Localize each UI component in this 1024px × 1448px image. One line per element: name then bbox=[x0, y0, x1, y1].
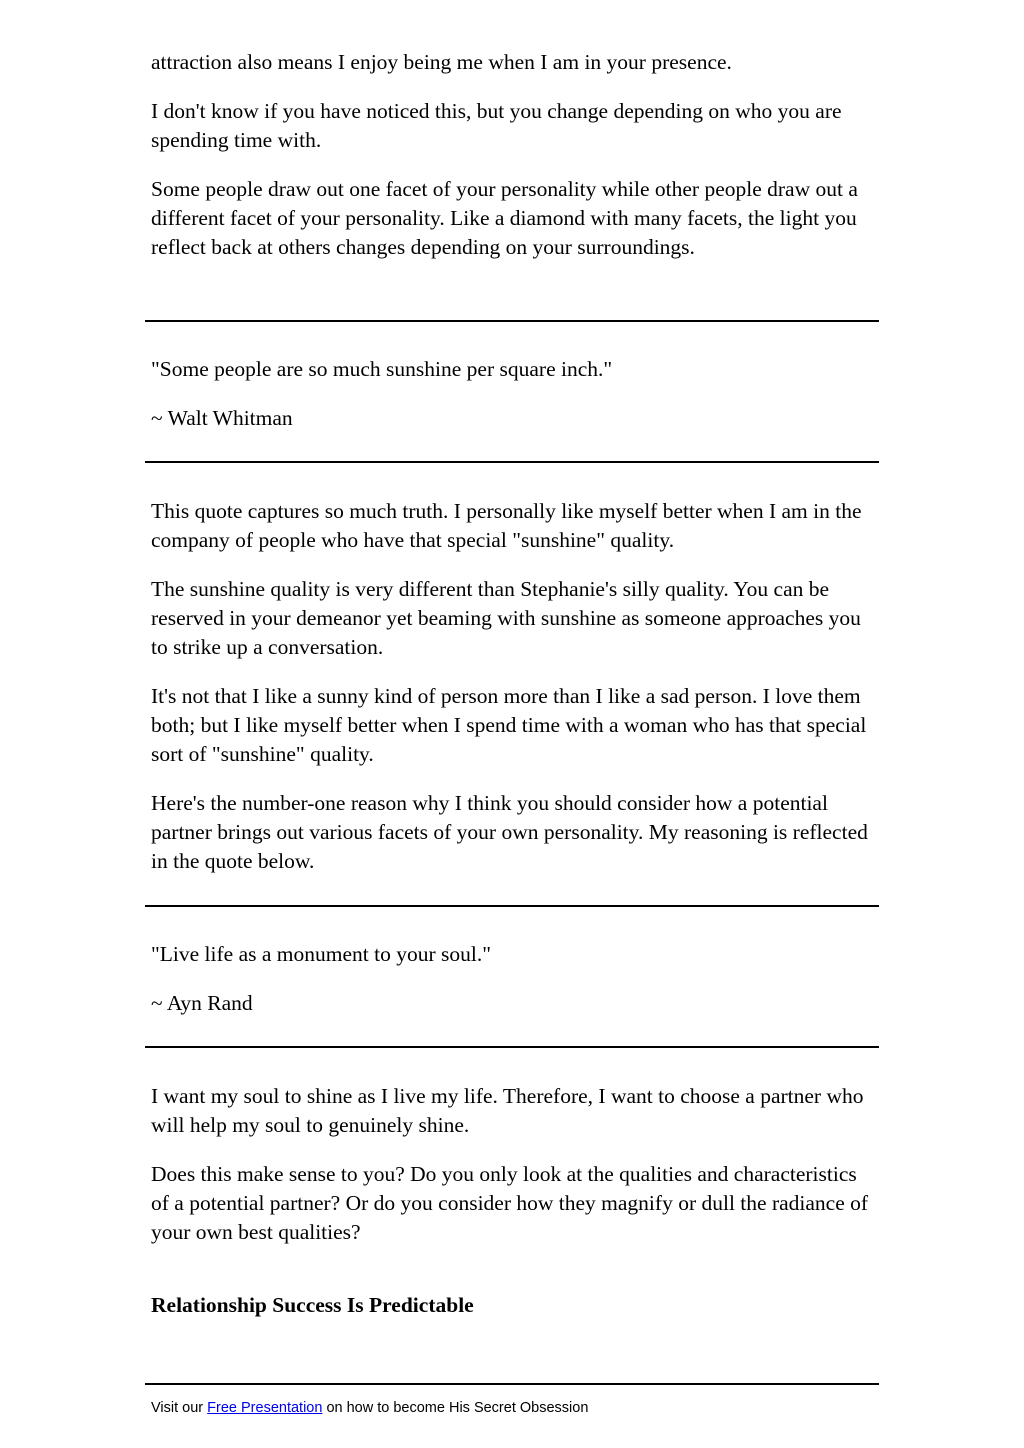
body-paragraph: I want my soul to shine as I live my life. Therefore, I want to choose a partner who will help my soul to genuinely shine. bbox=[151, 1084, 864, 1137]
footer bbox=[151, 1398, 588, 1418]
body-paragraph: Here's the number-one reason why I think you should consider how a potential partner brings out various facets of your own personality. My reasoning is reflected in the quote below. bbox=[151, 791, 868, 873]
quote-divider-top bbox=[145, 320, 879, 322]
footer-prefix: Visit our bbox=[151, 1400, 208, 1416]
quote-divider-top bbox=[145, 905, 879, 907]
quote-text: "Live life as a monument to your soul." bbox=[151, 942, 491, 966]
footer-divider bbox=[145, 1383, 879, 1385]
quote-divider-bottom bbox=[145, 1046, 879, 1048]
body-paragraph: This quote captures so much truth. I personally like myself better when I am in the company of people who have that special "sunshine" quality. bbox=[151, 499, 862, 552]
free-presentation-link[interactable]: Free Presentation bbox=[207, 1400, 323, 1416]
body-paragraph: Some people draw out one facet of your personality while other people draw out a different facet of your personality. Like a diamond with many facets, the light you reflect back at others changes depending on your surroundings. bbox=[151, 177, 858, 259]
body-paragraph: I don't know if you have noticed this, but you change depending on who you are spending time with. bbox=[151, 99, 842, 152]
footer-suffix: on how to become His Secret Obsession bbox=[322, 1400, 589, 1416]
quote-author: ~ Ayn Rand bbox=[151, 991, 253, 1015]
quote-author: ~ Walt Whitman bbox=[151, 406, 293, 430]
body-paragraph: Does this make sense to you? Do you only look at the qualities and characteristics of a potential partner? Or do you consider how they magnify or dull the radiance of your own best qualities? bbox=[151, 1162, 869, 1244]
quote-text: "Some people are so much sunshine per square inch." bbox=[151, 357, 613, 381]
body-paragraph: The sunshine quality is very different than Stephanie's silly quality. You can be reserved in your demeanor yet beaming with sunshine as someone approaches you to strike up a conversation. bbox=[151, 577, 861, 659]
section-heading: Relationship Success Is Predictable bbox=[151, 1293, 474, 1317]
body-paragraph: It's not that I like a sunny kind of person more than I like a sad person. I love them both; but I like myself better when I spend time with a woman who has that special sort of "sunshine" quality. bbox=[151, 684, 867, 766]
body-paragraph: attraction also means I enjoy being me when I am in your presence. bbox=[151, 50, 732, 74]
quote-divider-bottom bbox=[145, 461, 879, 463]
